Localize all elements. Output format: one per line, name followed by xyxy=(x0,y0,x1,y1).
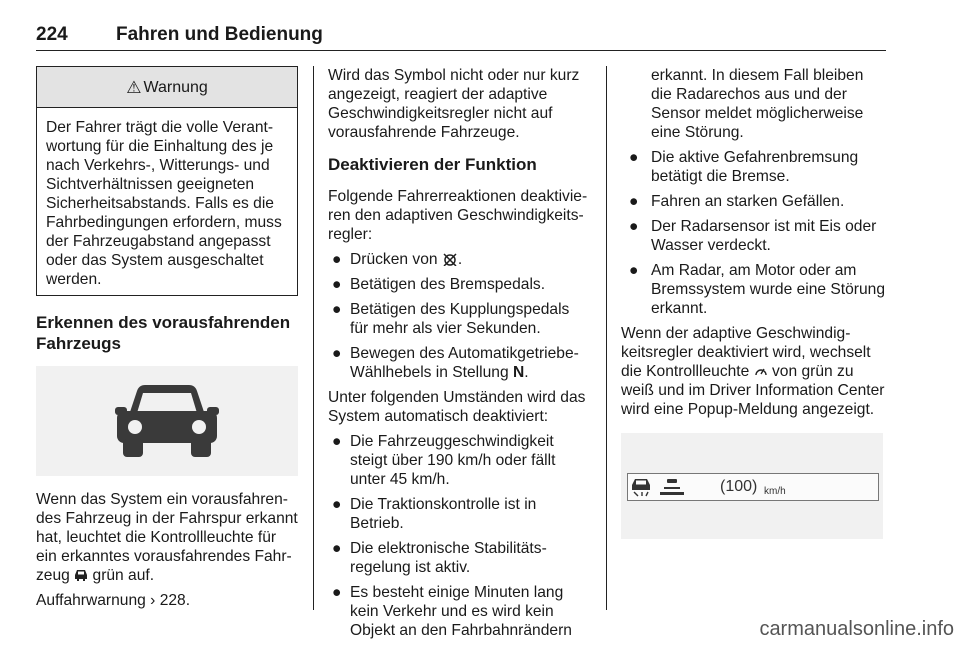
page-header xyxy=(36,24,886,51)
paragraph: Wenn der adaptive Geschwindigkeitsregler deaktiviert wird, wechselt die Kontrollleuchte von grün zu weiß und im Driver Information Center wird eine Popup-Meldung angezeigt. xyxy=(621,325,885,418)
warning-triangle-icon: ⚠ xyxy=(126,77,142,97)
column-2 xyxy=(328,66,590,646)
list-item: ● Am Radar, am Motor oder am Bremssystem wurde eine Störung erkannt. xyxy=(629,262,886,317)
display-bar xyxy=(627,473,879,501)
paragraph: Folgende Fahrerreaktionen deaktivieren den adaptiven Geschwindigkeitsregler: xyxy=(328,188,588,243)
reference-page[interactable]: 228. xyxy=(159,592,191,609)
list-item: ● Betätigen des Bremspedals. xyxy=(332,276,546,293)
list-item: ● Die aktive Gefahrenbremsung betätigt die Bremse. xyxy=(629,149,859,185)
warning-header xyxy=(37,67,297,108)
vehicle-ahead-image xyxy=(36,366,298,476)
cross-reference xyxy=(36,591,298,610)
speed-unit: km/h xyxy=(764,486,786,497)
paragraph-text: grün auf. xyxy=(92,567,155,584)
list-item-continuation: erkannt. In diesem Fall bleiben die Radarechos aus und der Sensor meldet möglicherweise eine Störung. xyxy=(651,67,864,141)
warning-title: Warnung xyxy=(143,78,208,96)
paragraph: Wird das Symbol nicht oder nur kurz angezeigt, reagiert der adaptive Geschwindigkeitsregler nicht auf vorausfahrende Fahrzeuge. xyxy=(328,67,580,141)
cruise-control-icon xyxy=(754,365,768,378)
list-item: ● Bewegen des Automatikgetriebe-Wählhebels in Stellung N. xyxy=(332,345,579,381)
page-number: 224 xyxy=(36,24,68,45)
list-item: ● Fahren an starken Gefällen. xyxy=(629,193,845,210)
reference-text: Auffahrwarnung xyxy=(36,592,146,609)
section-heading: Erkennen des vorausfahrenden Fahrzeugs xyxy=(36,313,291,353)
list-item: ● Es besteht einige Minuten lang kein Verkehr und es wird kein Objekt an den Fahrbahnrändern xyxy=(332,584,572,639)
list-item: ● Die elektronische Stabilitätsregelung ist aktiv. xyxy=(332,540,547,576)
section-heading: Deaktivieren der Funktion xyxy=(328,155,537,174)
vehicle-ahead-icon xyxy=(631,477,653,497)
vehicle-ahead-icon xyxy=(115,381,219,461)
paragraph: Unter folgenden Umständen wird das System automatisch deaktiviert: xyxy=(328,389,586,425)
paragraph xyxy=(36,490,298,585)
chapter-title: Fahren und Bedienung xyxy=(116,24,323,45)
column-divider xyxy=(606,66,607,610)
set-speed: (100) xyxy=(720,478,758,495)
list-item: ● Die Traktionskontrolle ist in Betrieb. xyxy=(332,496,537,532)
list-item: ● Drücken von . xyxy=(332,251,463,268)
reference-arrow-icon: › xyxy=(150,592,156,609)
paragraph-text: Wenn das System ein vorausfahrendes Fahrzeug in der Fahrspur erkannt hat, leuchtet die Kontrollleuchte für ein erkanntes vorausfahrendes Fahrzeug xyxy=(36,491,298,584)
list-item: ● Die Fahrzeuggeschwindigkeit steigt über 190 km/h oder fällt unter 45 km/h. xyxy=(332,433,556,488)
column-3 xyxy=(621,66,885,539)
bullet-list xyxy=(328,250,590,382)
column-1 xyxy=(36,66,298,616)
warning-box xyxy=(36,66,298,296)
bullet-list xyxy=(328,432,590,640)
cruise-cancel-icon xyxy=(442,253,458,266)
list-item: ● Betätigen des Kupplungspedals für mehr als vier Sekunden. xyxy=(332,301,570,337)
column-divider xyxy=(313,66,314,610)
warning-text: Der Fahrer trägt die volle Verantwortung für die Einhaltung des je nach Verkehrs-, Witterungs- und Sichtverhältnissen geeigneten Sicherheitsabstands. Falls es die Fahrbedingungen erfordern, muss der Fahrzeugabstand angepasst oder das System ausgeschaltet werden. xyxy=(46,119,282,288)
list-item: ● Der Radarsensor ist mit Eis oder Wasser verdeckt. xyxy=(629,218,877,254)
following-distance-icon xyxy=(660,479,684,496)
bullet-list xyxy=(621,148,885,318)
watermark: carmanualsonline.info xyxy=(759,618,954,640)
car-icon xyxy=(74,569,88,582)
driver-information-display xyxy=(621,433,883,539)
